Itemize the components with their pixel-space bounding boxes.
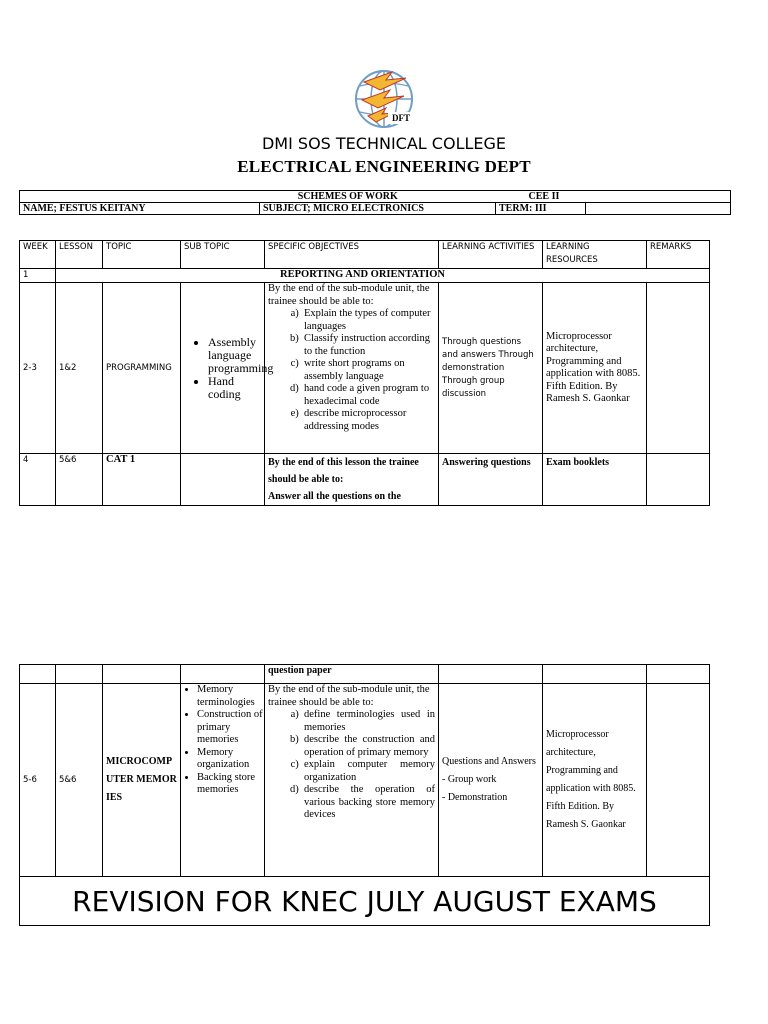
week-cell: 2-3 — [20, 283, 56, 454]
topic-cell: MICROCOMPUTER MEMORIES — [103, 684, 181, 877]
schemes-label: SCHEMES OF WORK — [297, 191, 398, 202]
list-item: • Memory terminologies — [197, 684, 264, 709]
resources-cell: Microprocessor architecture, Programming and application with 8085. Fifth Edition. By Ramesh S. Gaonkar — [543, 283, 647, 454]
activities-cell — [439, 665, 543, 684]
activity-item: - Group work — [442, 774, 497, 785]
activity-item: - Demonstration — [442, 792, 508, 803]
subtopic-cell — [181, 665, 265, 684]
remarks-cell — [647, 665, 710, 684]
list-item: • Construction of primary memories — [197, 709, 264, 747]
subtopic-cell — [181, 283, 274, 454]
week-cell — [20, 665, 56, 684]
list-item: a. define terminologies used in memories — [304, 709, 435, 734]
topic-cell — [103, 665, 181, 684]
scheme-table — [19, 240, 710, 506]
logo-text: DFT — [392, 113, 410, 123]
objectives-intro: By the end of the sub-module unit, the trainee should be able to: — [268, 684, 430, 708]
lesson-cell: 1&2 — [56, 283, 103, 454]
objectives-cell: question paper — [265, 665, 439, 684]
activities-cell: Through questions and answers Through demonstration Through group discussion — [439, 283, 543, 454]
resources-cell — [543, 665, 647, 684]
table-row — [20, 665, 710, 684]
table-row — [20, 283, 710, 454]
list-item: • Memory organization — [197, 747, 264, 772]
remarks-cell — [647, 684, 710, 877]
list-item: d. describe the operation of various backing store memory devices — [304, 784, 435, 822]
topic-cell: PROGRAMMING — [103, 283, 181, 454]
col-subtopic: SUB TOPIC — [181, 241, 265, 269]
objectives-cell — [265, 684, 439, 877]
col-week: WEEK — [20, 241, 56, 269]
objectives-intro: By the end of the sub-module unit, the trainee should be able to: — [268, 283, 430, 307]
subtopic-cell — [181, 454, 265, 506]
class-label: CEE II — [528, 191, 560, 202]
objectives-text-more: Answer all the questions on the — [268, 491, 401, 502]
week-cell: 5-6 — [20, 684, 56, 877]
list-item: c. write short programs on assembly language — [304, 358, 435, 383]
list-item: e. describe microprocessor addressing modes — [304, 408, 435, 433]
col-topic: TOPIC — [103, 241, 181, 269]
lesson-cell: 5&6 — [56, 684, 103, 877]
activity-item: Questions and Answers — [442, 756, 536, 767]
objectives-list — [268, 709, 435, 822]
resources-cell: Microprocessor architecture, Programming and application with 8085. Fifth Edition. By Ramesh S. Gaonkar — [543, 684, 647, 877]
info-table — [19, 190, 731, 215]
list-item: • Backing store memories — [197, 772, 264, 797]
col-resources: LEARNING RESOURCES — [543, 241, 647, 269]
subject-cell: SUBJECT; MICRO ELECTRONICS — [260, 203, 496, 215]
activities-cell — [439, 684, 543, 877]
lesson-cell: 5&6 — [56, 454, 103, 506]
college-name: DMI SOS TECHNICAL COLLEGE — [261, 134, 507, 153]
class-cell — [496, 191, 731, 203]
list-item: b. Classify instruction according to the function — [304, 333, 435, 358]
orientation-text: REPORTING AND ORIENTATION — [280, 269, 445, 280]
name-cell: NAME; FESTUS KEITANY — [20, 203, 260, 215]
scheme-table-continued — [19, 664, 710, 926]
objectives-list — [268, 308, 435, 433]
list-item: d. hand code a given program to hexadecimal code — [304, 383, 435, 408]
college-logo — [350, 66, 418, 132]
list-item: b. describe the construction and operation of primary memory — [304, 734, 435, 759]
list-item: c. explain computer memory organization — [304, 759, 435, 784]
col-activities: LEARNING ACTIVITIES — [439, 241, 543, 269]
week-cell: 4 — [20, 454, 56, 506]
subtopic-cell — [181, 684, 265, 877]
col-remarks: REMARKS — [647, 241, 710, 269]
term-cell: TERM: III — [496, 203, 586, 215]
empty-cell — [586, 203, 731, 215]
remarks-cell — [647, 283, 710, 454]
list-item: • Hand coding — [208, 375, 261, 401]
list-item: • Assembly language programming — [208, 336, 261, 375]
revision-banner: REVISION FOR KNEC JULY AUGUST EXAMS — [20, 877, 710, 926]
table-row — [20, 454, 710, 506]
objectives-cell — [265, 454, 439, 506]
col-lesson: LESSON — [56, 241, 103, 269]
subtopic-list — [184, 334, 274, 401]
topic-cell: CAT 1 — [103, 454, 181, 506]
table-row — [20, 877, 710, 926]
table-row — [20, 684, 710, 877]
week-cell: 1 — [20, 269, 56, 283]
activities-cell: Answering questions — [439, 454, 543, 506]
objectives-text: By the end of this lesson the trainee should be able to: — [268, 457, 419, 485]
resources-cell: Exam booklets — [543, 454, 647, 506]
subtopic-list — [181, 684, 264, 797]
table-row — [20, 269, 710, 283]
col-objectives: SPECIFIC OBJECTIVES — [265, 241, 439, 269]
column-header-row — [20, 241, 710, 269]
remarks-cell — [647, 454, 710, 506]
objectives-cell — [265, 283, 439, 454]
schemes-cell — [20, 191, 496, 203]
lesson-cell — [56, 665, 103, 684]
list-item: a. Explain the types of computer languages — [304, 308, 435, 333]
department-name: ELECTRICAL ENGINEERING DEPT — [237, 157, 531, 176]
orientation-cell — [56, 269, 710, 283]
